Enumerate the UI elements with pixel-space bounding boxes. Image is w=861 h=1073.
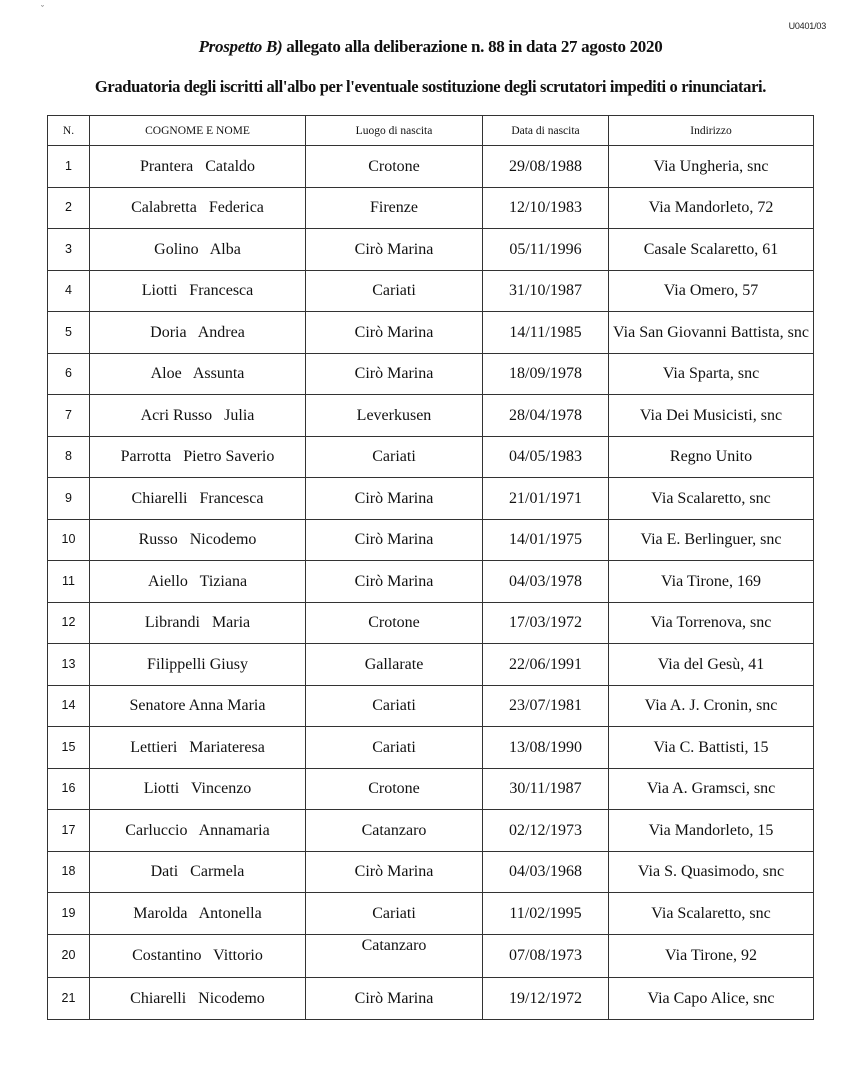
cell-number: 7 bbox=[48, 395, 90, 437]
document-code: U0401/03 bbox=[788, 21, 826, 31]
cell-name: Liotti Francesca bbox=[90, 270, 306, 312]
table-row bbox=[48, 395, 814, 437]
cell-name: Chiarelli Nicodemo bbox=[90, 978, 306, 1020]
table-body bbox=[48, 146, 814, 1020]
cell-name: Russo Nicodemo bbox=[90, 519, 306, 561]
cell-birthplace: Cirò Marina bbox=[306, 519, 483, 561]
cell-birthplace: Firenze bbox=[306, 187, 483, 229]
cell-name: Senatore Anna Maria bbox=[90, 685, 306, 727]
cell-birthdate: 21/01/1971 bbox=[483, 478, 609, 520]
table-row bbox=[48, 934, 814, 978]
cell-birthdate: 14/11/1985 bbox=[483, 312, 609, 354]
header-address: Indirizzo bbox=[609, 116, 814, 146]
cell-birthplace: Gallarate bbox=[306, 644, 483, 686]
cell-name: Librandi Maria bbox=[90, 602, 306, 644]
cell-number: 5 bbox=[48, 312, 90, 354]
cell-name: Acri Russo Julia bbox=[90, 395, 306, 437]
table-row bbox=[48, 768, 814, 810]
cell-address: Via Capo Alice, snc bbox=[609, 978, 814, 1020]
cell-address: Casale Scalaretto, 61 bbox=[609, 229, 814, 271]
table-header-row bbox=[48, 116, 814, 146]
table-row bbox=[48, 893, 814, 935]
cell-name: Liotti Vincenzo bbox=[90, 768, 306, 810]
cell-birthdate: 14/01/1975 bbox=[483, 519, 609, 561]
cell-number: 18 bbox=[48, 851, 90, 893]
title-text: allegato alla deliberazione n. 88 in data 27 agosto 2020 bbox=[282, 37, 663, 56]
cell-birthdate: 04/05/1983 bbox=[483, 436, 609, 478]
table-row bbox=[48, 270, 814, 312]
ranking-table bbox=[47, 115, 814, 1020]
cell-birthplace: Cirò Marina bbox=[306, 478, 483, 520]
table-row bbox=[48, 353, 814, 395]
cell-number: 14 bbox=[48, 685, 90, 727]
header-name: COGNOME E NOME bbox=[90, 116, 306, 146]
cell-birthdate: 02/12/1973 bbox=[483, 810, 609, 852]
cell-number: 3 bbox=[48, 229, 90, 271]
table-row bbox=[48, 851, 814, 893]
cell-name: Chiarelli Francesca bbox=[90, 478, 306, 520]
cell-name: Calabretta Federica bbox=[90, 187, 306, 229]
cell-birthplace: Catanzaro bbox=[306, 810, 483, 852]
cell-birthdate: 17/03/1972 bbox=[483, 602, 609, 644]
cell-number: 16 bbox=[48, 768, 90, 810]
cell-birthplace: Cirò Marina bbox=[306, 851, 483, 893]
cell-address: Regno Unito bbox=[609, 436, 814, 478]
cell-birthdate: 30/11/1987 bbox=[483, 768, 609, 810]
cell-birthdate: 18/09/1978 bbox=[483, 353, 609, 395]
cell-number: 15 bbox=[48, 727, 90, 769]
cell-birthplace: Leverkusen bbox=[306, 395, 483, 437]
cell-number: 6 bbox=[48, 353, 90, 395]
cell-birthplace: Cariati bbox=[306, 727, 483, 769]
cell-number: 2 bbox=[48, 187, 90, 229]
cell-address: Via Tirone, 169 bbox=[609, 561, 814, 603]
cell-address: Via Scalaretto, snc bbox=[609, 478, 814, 520]
document-title bbox=[0, 37, 861, 57]
header-number: N. bbox=[48, 116, 90, 146]
table-row bbox=[48, 685, 814, 727]
cell-address: Via Dei Musicisti, snc bbox=[609, 395, 814, 437]
table-row bbox=[48, 561, 814, 603]
cell-address: Via Sparta, snc bbox=[609, 353, 814, 395]
cell-birthplace: Catanzaro bbox=[306, 934, 483, 978]
cell-address: Via Tirone, 92 bbox=[609, 934, 814, 978]
cell-name: Doria Andrea bbox=[90, 312, 306, 354]
cell-birthdate: 19/12/1972 bbox=[483, 978, 609, 1020]
cell-name: Dati Carmela bbox=[90, 851, 306, 893]
cell-number: 19 bbox=[48, 893, 90, 935]
cell-number: 21 bbox=[48, 978, 90, 1020]
cell-number: 11 bbox=[48, 561, 90, 603]
cell-address: Via San Giovanni Battista, snc bbox=[609, 312, 814, 354]
table-row bbox=[48, 519, 814, 561]
cell-name: Filippelli Giusy bbox=[90, 644, 306, 686]
cell-number: 4 bbox=[48, 270, 90, 312]
cell-birthdate: 04/03/1968 bbox=[483, 851, 609, 893]
cell-address: Via Omero, 57 bbox=[609, 270, 814, 312]
cell-address: Via Mandorleto, 15 bbox=[609, 810, 814, 852]
cell-name: Carluccio Annamaria bbox=[90, 810, 306, 852]
cell-address: Via del Gesù, 41 bbox=[609, 644, 814, 686]
table-row bbox=[48, 312, 814, 354]
cell-birthdate: 29/08/1988 bbox=[483, 146, 609, 188]
cell-number: 8 bbox=[48, 436, 90, 478]
cell-address: Via A. Gramsci, snc bbox=[609, 768, 814, 810]
cell-number: 9 bbox=[48, 478, 90, 520]
cell-address: Via Scalaretto, snc bbox=[609, 893, 814, 935]
table-row bbox=[48, 187, 814, 229]
cell-birthdate: 11/02/1995 bbox=[483, 893, 609, 935]
table-row bbox=[48, 436, 814, 478]
header-birthplace: Luogo di nascita bbox=[306, 116, 483, 146]
cell-birthdate: 04/03/1978 bbox=[483, 561, 609, 603]
cell-birthplace: Cirò Marina bbox=[306, 229, 483, 271]
cell-birthplace: Cirò Marina bbox=[306, 353, 483, 395]
table-row bbox=[48, 602, 814, 644]
table-row bbox=[48, 810, 814, 852]
table-row bbox=[48, 644, 814, 686]
cell-number: 20 bbox=[48, 934, 90, 978]
cell-name: Costantino Vittorio bbox=[90, 934, 306, 978]
cell-birthdate: 05/11/1996 bbox=[483, 229, 609, 271]
cell-name: Aiello Tiziana bbox=[90, 561, 306, 603]
cell-birthplace: Cirò Marina bbox=[306, 312, 483, 354]
cell-birthdate: 13/08/1990 bbox=[483, 727, 609, 769]
cell-birthplace: Cariati bbox=[306, 893, 483, 935]
cell-name: Golino Alba bbox=[90, 229, 306, 271]
cell-name: Marolda Antonella bbox=[90, 893, 306, 935]
cell-name: Prantera Cataldo bbox=[90, 146, 306, 188]
title-prefix: Prospetto B) bbox=[198, 37, 283, 56]
cell-name: Lettieri Mariateresa bbox=[90, 727, 306, 769]
table-row bbox=[48, 146, 814, 188]
cell-birthplace: Crotone bbox=[306, 602, 483, 644]
cell-name: Parrotta Pietro Saverio bbox=[90, 436, 306, 478]
cell-birthdate: 22/06/1991 bbox=[483, 644, 609, 686]
document-subtitle: Graduatoria degli iscritti all'albo per l'eventuale sostituzione degli scrutatori impediti o rinunciatari. bbox=[94, 77, 767, 96]
cell-birthdate: 28/04/1978 bbox=[483, 395, 609, 437]
cell-number: 12 bbox=[48, 602, 90, 644]
cell-birthplace: Cariati bbox=[306, 436, 483, 478]
cell-address: Via E. Berlinguer, snc bbox=[609, 519, 814, 561]
cell-birthdate: 23/07/1981 bbox=[483, 685, 609, 727]
cell-address: Via Torrenova, snc bbox=[609, 602, 814, 644]
cell-birthdate: 31/10/1987 bbox=[483, 270, 609, 312]
cell-birthplace: Crotone bbox=[306, 768, 483, 810]
cell-birthplace: Cirò Marina bbox=[306, 978, 483, 1020]
cell-birthplace: Cariati bbox=[306, 270, 483, 312]
table-row bbox=[48, 727, 814, 769]
cell-number: 17 bbox=[48, 810, 90, 852]
cell-address: Via Ungheria, snc bbox=[609, 146, 814, 188]
cell-birthplace: Crotone bbox=[306, 146, 483, 188]
cell-address: Via S. Quasimodo, snc bbox=[609, 851, 814, 893]
table-row bbox=[48, 229, 814, 271]
cell-number: 13 bbox=[48, 644, 90, 686]
cell-birthplace: Cirò Marina bbox=[306, 561, 483, 603]
cell-birthdate: 12/10/1983 bbox=[483, 187, 609, 229]
cell-address: Via A. J. Cronin, snc bbox=[609, 685, 814, 727]
cell-address: Via C. Battisti, 15 bbox=[609, 727, 814, 769]
table-row bbox=[48, 978, 814, 1020]
cell-address: Via Mandorleto, 72 bbox=[609, 187, 814, 229]
cell-number: 10 bbox=[48, 519, 90, 561]
cell-name: Aloe Assunta bbox=[90, 353, 306, 395]
table-row bbox=[48, 478, 814, 520]
header-birthdate: Data di nascita bbox=[483, 116, 609, 146]
cell-number: 1 bbox=[48, 146, 90, 188]
corner-mark: ˇ bbox=[41, 4, 44, 14]
cell-birthplace: Cariati bbox=[306, 685, 483, 727]
cell-birthdate: 07/08/1973 bbox=[483, 934, 609, 978]
